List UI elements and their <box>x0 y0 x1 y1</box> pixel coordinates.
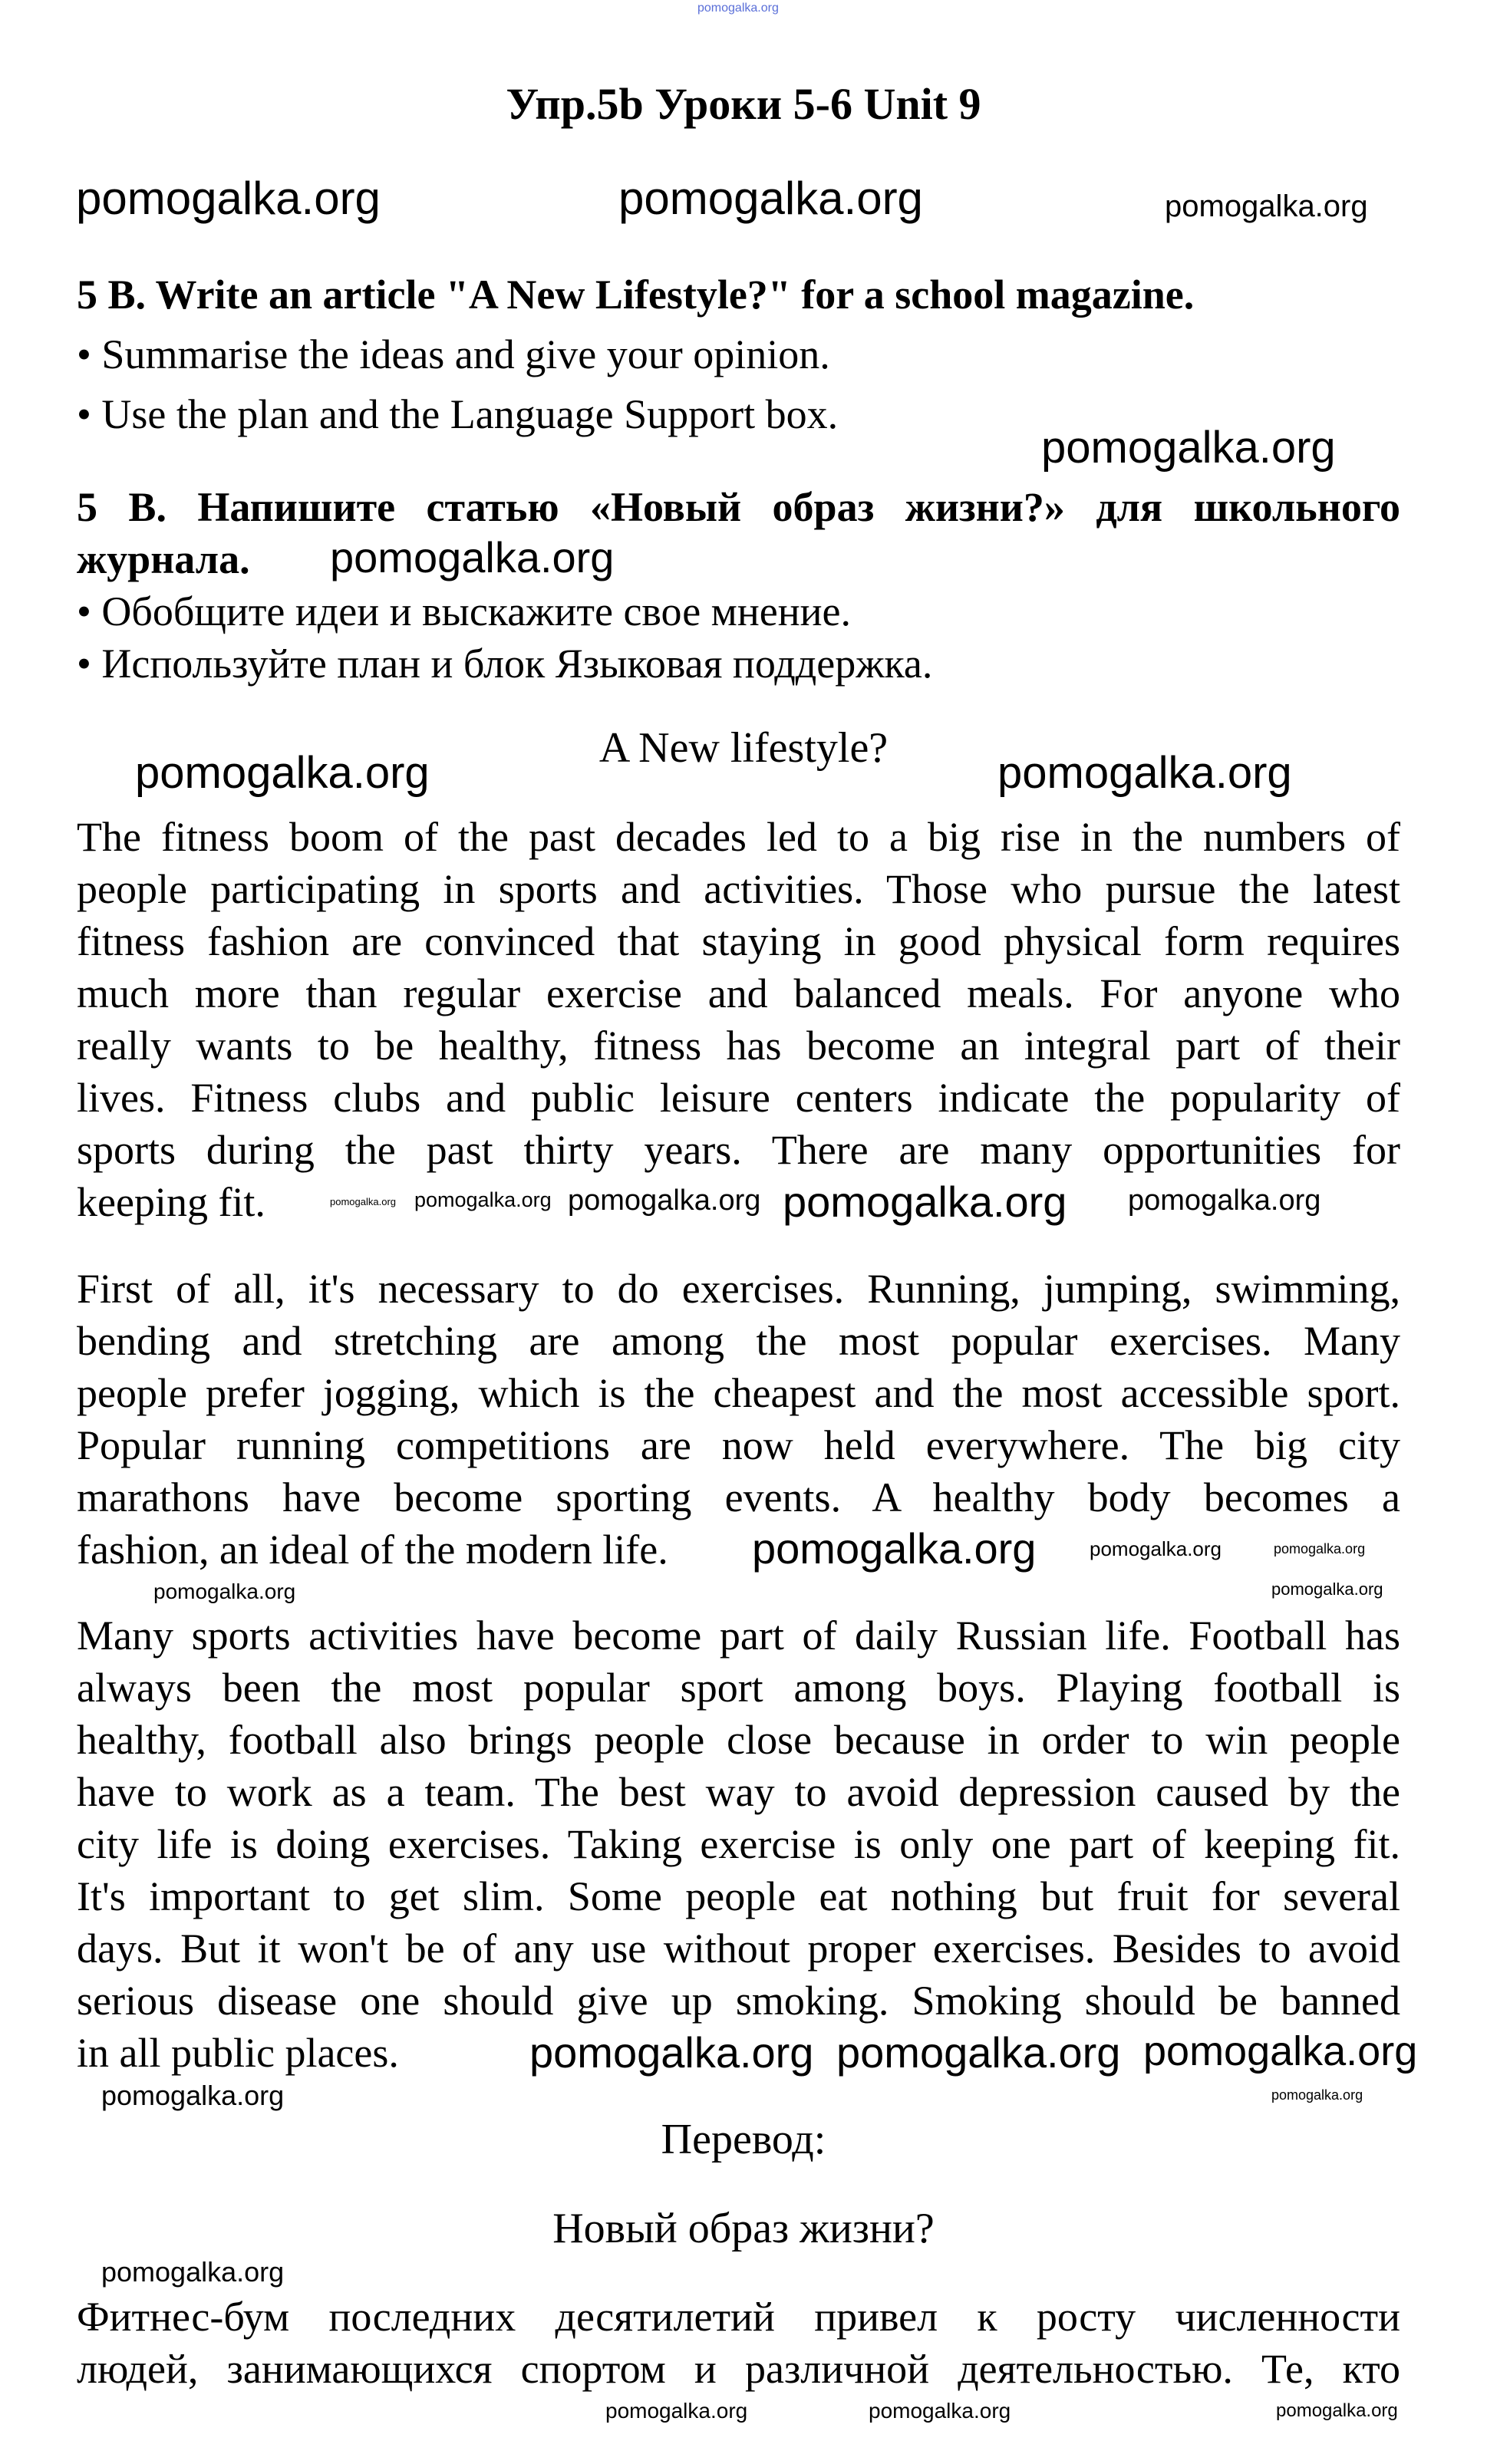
article-line: serious disease one should give up smoking. Smoking should be banned <box>77 1978 1400 2024</box>
article-line: healthy, football also brings people close because in order to win people <box>77 1717 1400 1763</box>
article-line: First of all, it's necessary to do exercises. Running, jumping, swimming, <box>77 1266 1400 1312</box>
article-line: city life is doing exercises. Taking exercise is only one part of keeping fit. <box>77 1821 1400 1867</box>
article-title: A New lifestyle? <box>598 724 889 772</box>
article-line: days. But it won't be of any use without proper exercises. Besides to avoid <box>77 1925 1400 1972</box>
article-line: people prefer jogging, which is the cheapest and the most accessible sport. <box>77 1370 1400 1416</box>
task-en-heading: 5 B. Write an article "A New Lifestyle?" for a school magazine. <box>77 272 1195 318</box>
watermark: pomogalka.org <box>1143 2028 1418 2074</box>
watermark: pomogalka.org <box>836 2028 1121 2077</box>
watermark: pomogalka.org <box>1165 189 1368 223</box>
watermark: pomogalka.org <box>618 173 923 224</box>
watermark: pomogalka.org <box>153 1580 296 1603</box>
watermark: pomogalka.org <box>76 173 381 224</box>
article-line: It's important to get slim. Some people eat nothing but fruit for several <box>77 1873 1400 1919</box>
translation-label: Перевод: <box>661 2116 826 2163</box>
translation-line: Фитнес-бум последних десятилетий привел к росту численности <box>77 2294 1400 2340</box>
article-line: bending and stretching are among the most popular exercises. Many <box>77 1318 1400 1364</box>
watermark: pomogalka.org <box>783 1178 1067 1226</box>
task-ru-bullet: • Используйте план и блок Языковая поддержка. <box>77 641 933 687</box>
translation-title: Новый образ жизни? <box>552 2205 935 2252</box>
article-line: sports during the past thirty years. There are many opportunities for <box>77 1127 1400 1173</box>
watermark: pomogalka.org <box>1274 1541 1366 1556</box>
article-line: The fitness boom of the past decades led to a big rise in the numbers of <box>77 814 1400 860</box>
task-en-bullet: • Use the plan and the Language Support box. <box>77 391 839 437</box>
article-line: in all public places. <box>77 2030 399 2076</box>
watermark: pomogalka.org <box>101 2080 285 2111</box>
task-ru-heading-line: журнала. <box>77 536 250 582</box>
task-ru <box>77 481 1400 690</box>
article-paragraph-3 <box>77 1609 1400 2079</box>
article-line: marathons have become sporting events. A healthy body becomes a <box>77 1474 1400 1520</box>
article-line: have to work as a team. The best way to avoid depression caused by the <box>77 1769 1400 1815</box>
watermark: pomogalka.org <box>1271 2087 1363 2103</box>
article-line: lives. Fitness clubs and public leisure centers indicate the popularity of <box>77 1075 1400 1121</box>
task-en <box>77 268 1400 440</box>
watermark: pomogalka.org <box>330 1196 396 1207</box>
watermark: pomogalka.org <box>135 748 430 798</box>
article-line: keeping fit. <box>77 1179 265 1225</box>
watermark: pomogalka.org <box>330 533 615 581</box>
article-line: always been the most popular sport among boys. Playing football is <box>77 1665 1400 1711</box>
article-line: fitness fashion are convinced that staying in good physical form requires <box>77 918 1400 964</box>
article-line: Many sports activities have become part of daily Russian life. Football has <box>77 1612 1400 1659</box>
article-line: Popular running competitions are now held everywhere. The big city <box>77 1422 1400 1468</box>
article-line: really wants to be healthy, fitness has become an integral part of their <box>77 1023 1400 1069</box>
task-en-bullet: • Summarise the ideas and give your opinion. <box>77 331 830 377</box>
watermark: pomogalka.org <box>1271 1580 1383 1599</box>
watermark: pomogalka.org <box>1041 423 1336 473</box>
task-ru-bullet: • Обобщите идеи и выскажите свое мнение. <box>77 588 851 634</box>
watermark: pomogalka.org <box>414 1188 552 1211</box>
translation-paragraph <box>77 2291 1400 2395</box>
watermark: pomogalka.org <box>1276 2400 1398 2421</box>
article-paragraph-2 <box>77 1263 1400 1576</box>
watermark: pomogalka.org <box>1128 1184 1321 1217</box>
watermark: pomogalka.org <box>1090 1537 1222 1560</box>
page-title: Упр.5b Уроки 5-6 Unit 9 <box>506 79 981 129</box>
watermark: pomogalka.org <box>101 2256 285 2288</box>
article-line: people participating in sports and activities. Those who pursue the latest <box>77 866 1400 912</box>
watermark: pomogalka.org <box>997 748 1292 798</box>
watermark: pomogalka.org <box>752 1524 1037 1573</box>
watermark: pomogalka.org <box>605 2399 748 2423</box>
watermark: pomogalka.org <box>568 1184 761 1217</box>
article-line: fashion, an ideal of the modern life. <box>77 1527 668 1573</box>
article-line: much more than regular exercise and balanced meals. For anyone who <box>77 970 1400 1016</box>
task-ru-heading-line: 5 B. Напишите статью «Новый образ жизни?» для школьного <box>77 484 1400 530</box>
translation-line: людей, занимающихся спортом и различной деятельностью. Те, кто <box>77 2346 1400 2392</box>
site-watermark: pomogalka.org <box>697 2 779 15</box>
article-paragraph-1 <box>77 811 1400 1228</box>
watermark: pomogalka.org <box>529 2028 814 2077</box>
watermark: pomogalka.org <box>869 2399 1011 2423</box>
